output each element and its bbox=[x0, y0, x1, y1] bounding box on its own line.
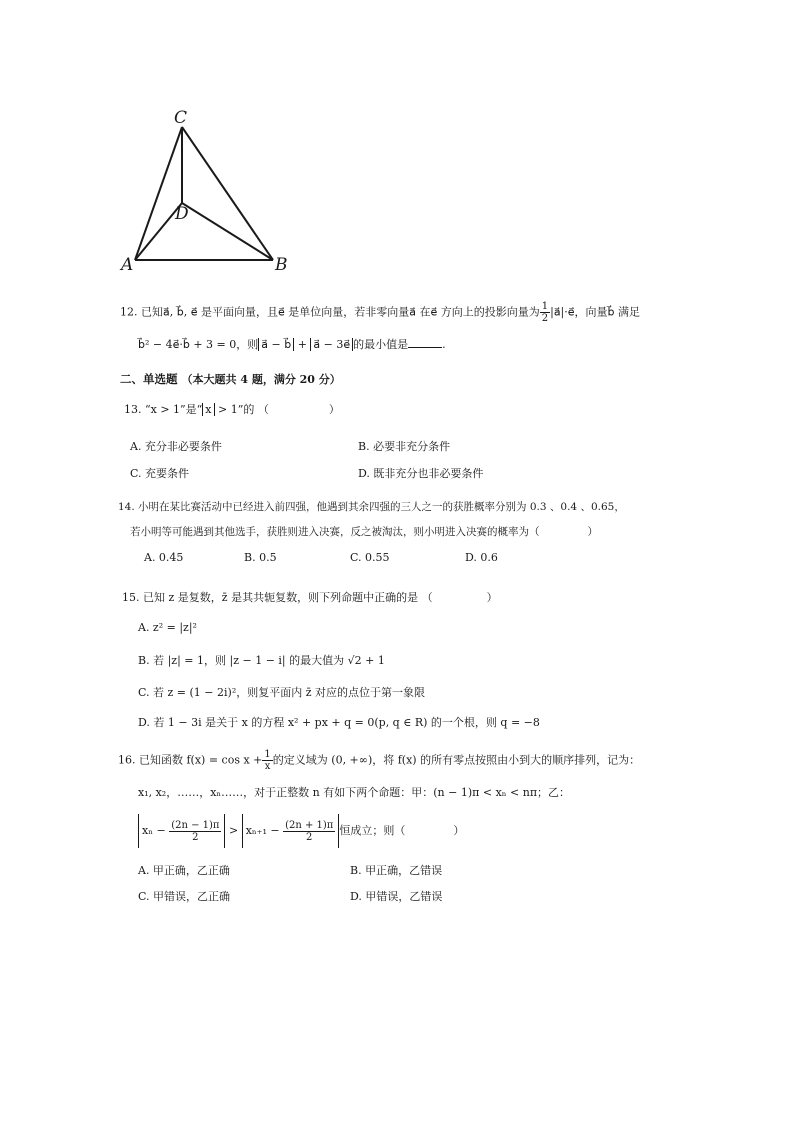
q16-abs1: xₙ − $\frac{(2n - 1)\pi}{2}$ bbox=[138, 814, 225, 848]
q16-abs2: xₙ₊₁ − $\frac{(2n + 1)\pi}{2}$ bbox=[242, 814, 340, 848]
section-note: （本大题共 4 题，满分 20 分） bbox=[181, 373, 341, 386]
q16-option-a[interactable]: A. 甲正确，乙正确 bbox=[138, 864, 230, 877]
edge-CB bbox=[182, 127, 273, 260]
q12-line1-b: |a⃗|·e⃗，向量b⃗ 满足 bbox=[550, 305, 641, 319]
q16-line1: 16. 已知函数 f(x) = cos x + $\frac{1}{x}$ 的定义域为 (0, +∞)，将 f(x) 的所有零点按照由小到大的顺序排列，记为： bbox=[118, 749, 641, 772]
q13-stem: 13. “x > 1”是“ x > 1”的 （ ） bbox=[124, 403, 340, 416]
q16-line2: x₁, x₂，……，xₙ……，对于正整数 n 有如下两个命题：甲：(n − 1)π < xₙ < nπ；乙： bbox=[138, 786, 571, 799]
section-title: 二、单选题 （本大题共 4 题，满分 20 分） bbox=[120, 372, 341, 386]
q12-fraction: $\frac{1}{2}$ bbox=[541, 301, 549, 324]
q15-stem: 15. 已知 z 是复数，z̄ 是其共轭复数，则下列命题中正确的是 （ ） bbox=[122, 591, 498, 604]
label-D: D bbox=[175, 204, 189, 224]
q13-option-b[interactable]: B. 必要非充分条件 bbox=[358, 440, 451, 453]
q16-line3: xₙ − $\frac{(2n - 1)\pi}{2}$ > xₙ₊₁ − $\frac{(2n + 1)\pi}{2}$ 恒成立；则（ ） bbox=[138, 814, 464, 848]
q16-option-b[interactable]: B. 甲正确，乙错误 bbox=[350, 864, 443, 877]
q12-line1 bbox=[120, 301, 640, 324]
q15-option-c[interactable]: C. 若 z = (1 − 2i)²，则复平面内 z̄ 对应的点位于第一象限 bbox=[138, 686, 426, 699]
q16-option-d[interactable]: D. 甲错误，乙错误 bbox=[350, 890, 443, 903]
q16-fraction: $\frac{1}{x}$ bbox=[264, 749, 271, 772]
q15-option-a[interactable]: A. z² = |z|² bbox=[138, 621, 197, 634]
label-C: C bbox=[174, 108, 188, 128]
q15-option-d[interactable]: D. 若 1 − 3i 是关于 x 的方程 x² + px + q = 0(p, q ∈ R) 的一个根，则 q = −8 bbox=[138, 716, 540, 729]
q12-line1-a: 12. 已知a⃗, b⃗, e⃗ 是平面向量，且e⃗ 是单位向量，若非零向量a⃗ 在e⃗ 方向上的投影向量为 bbox=[120, 305, 540, 319]
answer-blank[interactable] bbox=[408, 337, 442, 348]
q12-abs1: a⃗ − b⃗ bbox=[258, 338, 294, 351]
q14-line2: 若小明等可能遇到其他选手，获胜则进入决赛，反之被淘汰，则小明进入决赛的概率为（ ） bbox=[130, 526, 598, 538]
q13-option-d[interactable]: D. 既非充分也非必要条件 bbox=[358, 467, 484, 480]
q13-option-c[interactable]: C. 充要条件 bbox=[130, 467, 190, 480]
edge-DB bbox=[182, 203, 273, 260]
q12-abs2: a⃗ − 3e⃗ bbox=[310, 338, 353, 351]
tetrahedron-figure bbox=[115, 105, 305, 275]
q16-option-c[interactable]: C. 甲错误，乙正确 bbox=[138, 890, 231, 903]
q15-option-b[interactable]: B. 若 |z| = 1，则 |z − 1 − i| 的最大值为 √2 + 1 bbox=[138, 654, 385, 667]
label-B: B bbox=[275, 255, 288, 275]
edge-CA bbox=[135, 127, 182, 260]
q12-line2: b⃗² − 4e⃗·b⃗ + 3 = 0，则 a⃗ − b⃗ + a⃗ − 3e⃗ 的最小值是 . bbox=[138, 338, 446, 351]
q14-line1: 14. 小明在某比赛活动中已经进入前四强，他遇到其余四强的三人之一的获胜概率分别为 0.3 、0.4 、0.65， bbox=[118, 501, 625, 513]
q14-option-d[interactable]: D. 0.6 bbox=[465, 551, 498, 564]
q14-option-a[interactable]: A. 0.45 bbox=[144, 551, 184, 564]
q13-option-a[interactable]: A. 充分非必要条件 bbox=[130, 440, 222, 453]
label-A: A bbox=[121, 255, 134, 275]
q14-option-b[interactable]: B. 0.5 bbox=[244, 551, 277, 564]
q14-option-c[interactable]: C. 0.55 bbox=[350, 551, 390, 564]
